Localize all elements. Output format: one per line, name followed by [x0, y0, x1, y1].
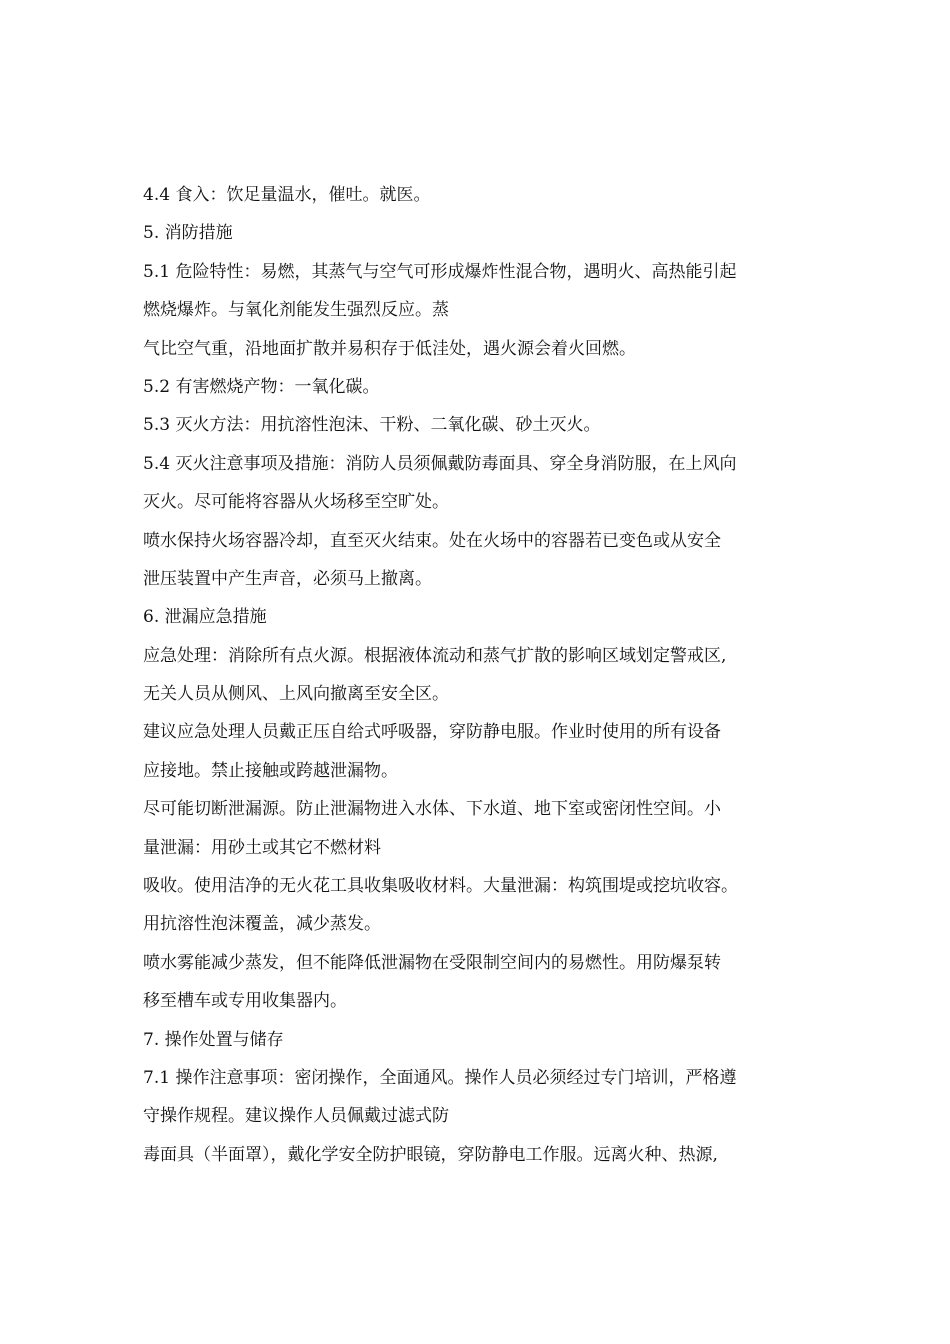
text-line-hazard-3: 气比空气重，沿地面扩散并易积存于低洼处，遇火源会着火回燃。: [143, 338, 636, 359]
section-heading-handling-storage: 7. 操作处置与储存: [143, 1029, 284, 1050]
text-line-spill-4: 应接地。禁止接触或跨越泄漏物。: [143, 760, 398, 781]
text-line-precautions-3: 喷水保持火场容器冷却，直至灭火结束。处在火场中的容器若已变色或从安全: [143, 530, 721, 551]
text-line-hazard-2: 燃烧爆炸。与氧化剂能发生强烈反应。蒸: [143, 300, 449, 321]
section-heading-fire-fighting: 5. 消防措施: [143, 223, 233, 244]
text-line-precautions-2: 灭火。尽可能将容器从火场移至空旷处。: [143, 492, 449, 513]
text-line-handling-1: 7.1 操作注意事项：密闭操作，全面通风。操作人员必须经过专门培训，严格遵: [143, 1067, 737, 1088]
text-line-combustion-products: 5.2 有害燃烧产物：一氧化碳。: [143, 376, 380, 397]
document-page: [143, 176, 811, 1174]
text-line-handling-3: 毒面具（半面罩），戴化学安全防护眼镜，穿防静电工作服。远离火种、热源,: [143, 1144, 718, 1165]
text-line-spill-8: 用抗溶性泡沫覆盖，减少蒸发。: [143, 914, 381, 935]
section-heading-spill: 6. 泄漏应急措施: [143, 607, 267, 628]
text-line-precautions-4: 泄压装置中产生声音，必须马上撤离。: [143, 568, 432, 589]
text-line-extinguishing-method: 5.3 灭火方法：用抗溶性泡沫、干粉、二氧化碳、砂土灭火。: [143, 415, 601, 436]
text-line-handling-2: 守操作规程。建议操作人员佩戴过滤式防: [143, 1106, 449, 1127]
text-line-spill-3: 建议应急处理人员戴正压自给式呼吸器，穿防静电服。作业时使用的所有设备: [143, 722, 721, 743]
text-line-spill-5: 尽可能切断泄漏源。防止泄漏物进入水体、下水道、地下室或密闭性空间。小: [143, 799, 721, 820]
text-line-spill-6: 量泄漏：用砂土或其它不燃材料: [143, 837, 381, 858]
text-line-spill-2: 无关人员从侧风、上风向撤离至安全区。: [143, 684, 449, 705]
text-line-precautions-1: 5.4 灭火注意事项及措施：消防人员须佩戴防毒面具、穿全身消防服，在上风向: [143, 453, 737, 474]
text-line-spill-1: 应急处理：消除所有点火源。根据液体流动和蒸气扩散的影响区域划定警戒区,: [143, 645, 727, 666]
text-line-spill-9: 喷水雾能减少蒸发，但不能降低泄漏物在受限制空间内的易燃性。用防爆泵转: [143, 952, 721, 973]
text-line-spill-10: 移至槽车或专用收集器内。: [143, 991, 347, 1012]
text-line-hazard-1: 5.1 危险特性：易燃，其蒸气与空气可形成爆炸性混合物，遇明火、高热能引起: [143, 261, 737, 282]
text-line-ingestion: 4.4 食入：饮足量温水，催吐。就医。: [143, 185, 431, 205]
text-line-spill-7: 吸收。使用洁净的无火花工具收集吸收材料。大量泄漏：构筑围堤或挖坑收容。: [143, 876, 738, 897]
